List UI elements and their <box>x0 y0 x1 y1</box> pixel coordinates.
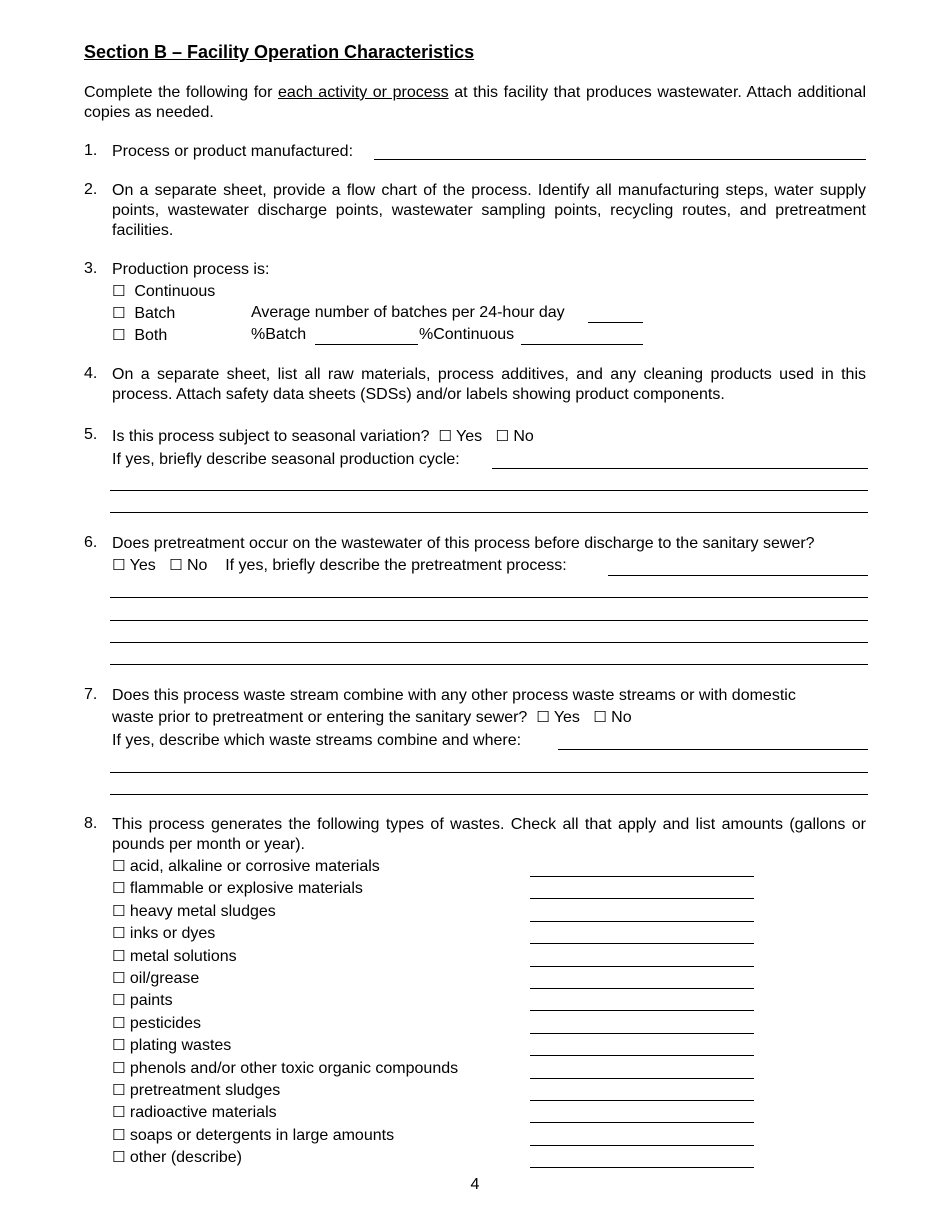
waste-amount-field[interactable] <box>530 1078 754 1079</box>
waste-item-label: acid, alkaline or corrosive materials <box>129 858 380 875</box>
checkbox-icon[interactable]: ☐ <box>112 1081 126 1099</box>
waste-item[interactable] <box>112 1125 394 1146</box>
seasonal-cycle-line-3[interactable] <box>110 512 868 513</box>
waste-item-label: pretreatment sludges <box>129 1082 281 1099</box>
checkbox-icon[interactable]: ☐ <box>112 924 126 943</box>
checkbox-icon[interactable]: ☐ <box>112 901 126 920</box>
waste-item-label: metal solutions <box>129 947 237 965</box>
waste-item-label: paints <box>129 992 173 1010</box>
checkbox-icon[interactable]: ☐ <box>112 282 126 300</box>
waste-item-label: radioactive materials <box>129 1104 277 1122</box>
section-title: Section B – Facility Operation Characteristics <box>84 42 475 62</box>
waste-amount-field[interactable] <box>530 921 754 922</box>
waste-item[interactable] <box>112 946 237 967</box>
checkbox-icon[interactable]: ☐ <box>112 991 126 1010</box>
waste-item[interactable] <box>112 1058 458 1079</box>
checkbox-icon[interactable]: ☐ <box>112 1013 126 1032</box>
waste-item-label: heavy metal sludges <box>129 902 276 920</box>
waste-item-label: phenols and/or other toxic organic compounds <box>129 1059 459 1077</box>
checkbox-icon[interactable]: ☐ <box>112 946 126 965</box>
checkbox-icon[interactable]: ☐ <box>112 556 126 574</box>
pretreatment-line-2[interactable] <box>110 597 868 598</box>
waste-item-label: soaps or detergents in large amounts <box>129 1126 395 1144</box>
waste-amount-field[interactable] <box>530 1100 754 1101</box>
checkbox-icon[interactable]: ☐ <box>112 857 126 875</box>
pretreatment-line-3[interactable] <box>110 620 868 621</box>
checkbox-icon[interactable]: ☐ <box>536 708 550 726</box>
seasonal-cycle-line-2[interactable] <box>110 490 868 491</box>
waste-item[interactable] <box>112 878 363 899</box>
checkbox-icon[interactable]: ☐ <box>438 427 452 445</box>
waste-amount-field[interactable] <box>530 876 754 877</box>
waste-item[interactable] <box>112 856 380 877</box>
waste-amount-field[interactable] <box>530 1010 754 1011</box>
option-both[interactable]: ☐ Both <box>112 326 168 344</box>
waste-item-label: inks or dyes <box>129 925 216 943</box>
waste-item[interactable] <box>112 1080 280 1101</box>
seasonal-cycle-field[interactable] <box>492 468 868 469</box>
combined-streams-line-2[interactable] <box>110 772 868 773</box>
waste-amount-field[interactable] <box>530 1167 754 1168</box>
waste-amount-field[interactable] <box>530 1122 754 1123</box>
waste-amount-field[interactable] <box>530 1055 754 1056</box>
waste-item[interactable] <box>112 968 199 989</box>
waste-amount-field[interactable] <box>530 1033 754 1034</box>
waste-amount-field[interactable] <box>530 988 754 989</box>
pretreatment-line-4[interactable] <box>110 642 868 643</box>
option-batch[interactable]: ☐ Batch <box>112 304 176 322</box>
waste-item[interactable] <box>112 990 173 1011</box>
checkbox-icon[interactable]: ☐ <box>112 879 126 898</box>
waste-item[interactable] <box>112 1013 201 1034</box>
checkbox-icon[interactable]: ☐ <box>495 427 509 445</box>
checkbox-icon[interactable]: ☐ <box>112 304 126 322</box>
waste-amount-field[interactable] <box>530 943 754 944</box>
waste-amount-field[interactable] <box>530 898 754 899</box>
option-continuous[interactable]: ☐ Continuous <box>112 282 216 300</box>
waste-item[interactable] <box>112 1147 242 1168</box>
combined-streams-field[interactable] <box>558 749 868 750</box>
batches-per-day-field[interactable] <box>588 322 643 323</box>
product-manufactured-field[interactable] <box>374 159 866 160</box>
checkbox-icon[interactable]: ☐ <box>169 556 183 574</box>
pretreatment-line-5[interactable] <box>110 664 868 665</box>
checkbox-icon[interactable]: ☐ <box>112 326 126 344</box>
combined-streams-line-3[interactable] <box>110 794 868 795</box>
pretreatment-field[interactable] <box>608 575 868 576</box>
checkbox-icon[interactable]: ☐ <box>112 1125 126 1144</box>
waste-item-label: plating wastes <box>129 1037 232 1055</box>
waste-item[interactable] <box>112 923 215 944</box>
waste-item-label: pesticides <box>129 1014 202 1032</box>
waste-amount-field[interactable] <box>530 966 754 967</box>
checkbox-icon[interactable]: ☐ <box>112 1036 126 1055</box>
percent-batch-field[interactable] <box>315 344 418 345</box>
waste-item[interactable] <box>112 901 276 922</box>
form-page: Section B – Facility Operation Characteristics Complete the following for each activity or process at this facility that produces wastewater. Attach additional copies as needed. 1. Process or product manufactured: 2. On a separate sheet, provide a flow chart of the process. Identify all manufacturing steps, water supply points, wastewater discharge points, wastewater sampling points, recycling routes, and pretreatment facilities. 3. Production process is: ☐ Continuous ☐ Batch Average number of batches per 24-hour day ☐ Both %Batch %Continuous 4. On a separate sheet, list all raw materials, process additives, and any cleaning products used in this process. Attach safety data sheets (SDSs) and/or labels showing product components. 5. Is this process subject to seasonal variation? ☐ Yes ☐ No If yes, briefly describe seasonal production cycle: 6. Does pretreatment occur on the wastewater of this process before discharge to the sanitary sewer? ☐ Yes ☐ No If yes, briefly describe the pretreatment process: 7. Does this process waste stream combine with any other process waste streams or with domestic waste prior to pretreatment or entering the sanitary sewer? ☐ Yes ☐ No If yes, describe which waste streams combine and where: 8. This process generates the following types of wastes. Check all that apply and list amounts (gallons or pounds per month or year). ☐ acid, alkaline or corrosive materials ☐ flammable or explosive materials ☐ heavy metal sludges ☐ inks or dyes ☐ metal solutions ☐ oil/grease ☐ paints ☐ pesticides ☐ plating wastes ☐ phenols and/or other toxic organic compounds ☐ pretreatment sludges ☐ radioactive materials ☐ soaps or detergents in large amounts ☐ other (describe) 4 <box>0 0 950 1230</box>
percent-continuous-field[interactable] <box>521 344 643 345</box>
checkbox-icon[interactable]: ☐ <box>112 1148 126 1167</box>
waste-item[interactable] <box>112 1035 231 1056</box>
checkbox-icon[interactable]: ☐ <box>112 1103 126 1122</box>
checkbox-icon[interactable]: ☐ <box>112 969 126 987</box>
waste-item-label: other (describe) <box>129 1149 242 1167</box>
checkbox-icon[interactable]: ☐ <box>593 708 607 726</box>
checkbox-icon[interactable]: ☐ <box>112 1058 126 1077</box>
intro-paragraph: Complete the following for each activity or process at this facility that produces wastewater. Attach additional copies as needed. <box>84 84 866 121</box>
waste-item-label: flammable or explosive materials <box>129 880 363 898</box>
waste-item[interactable] <box>112 1102 277 1123</box>
waste-amount-field[interactable] <box>530 1145 754 1146</box>
waste-item-label: oil/grease <box>129 970 200 987</box>
page-number: 4 <box>470 1176 480 1193</box>
